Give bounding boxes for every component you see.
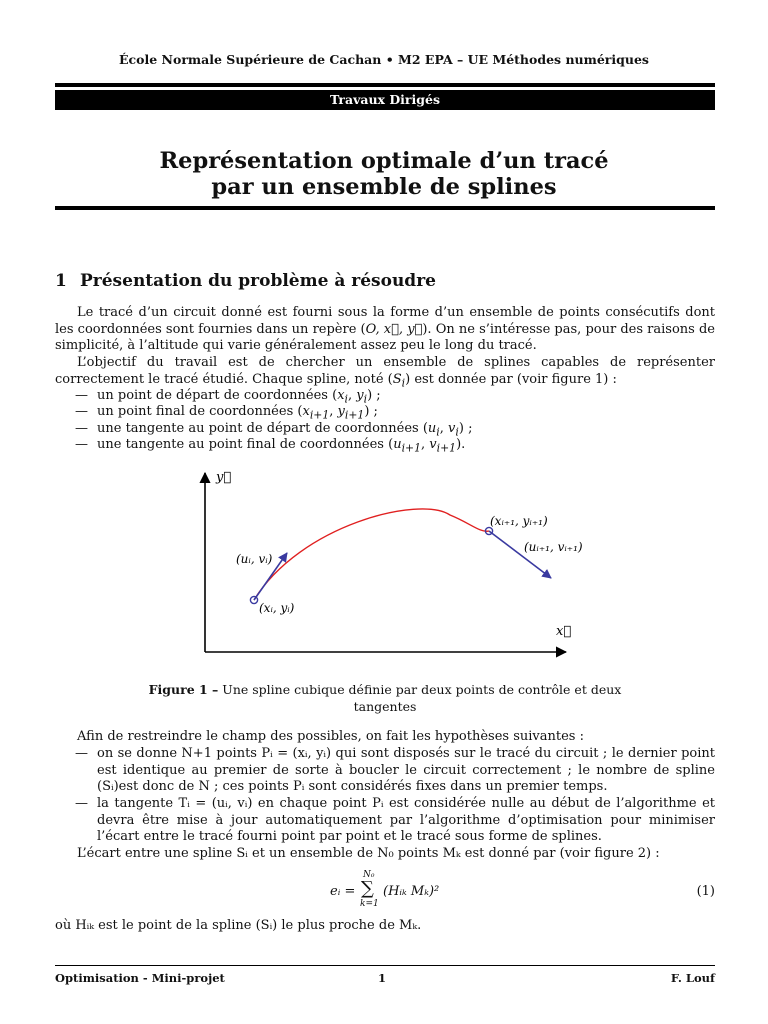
paragraph-1-text-b: ). On ne s’intéresse pas, pour des raisons de simplicité, à l’altitude qui varie généralement assez peu le long du tracé. [55,321,715,353]
list-item-text: une tangente au point de départ de coordonnées [97,421,419,436]
y-axis-label: y⃗ [216,470,232,485]
list-dash: — [75,796,88,811]
section-number: 1 [55,271,67,291]
header-rule [55,83,715,87]
label-end-tangent: (uᵢ₊₁, vᵢ₊₁) [524,540,583,554]
figure-1-spline-diagram [180,455,600,670]
page-title-line1: Représentation optimale d’un tracé [159,148,609,174]
page-number: 1 [378,971,387,985]
page-title [0,148,768,200]
hypotheses-intro: Afin de restreindre le champ des possibles, on fait les hypothèses suivantes : [77,729,584,744]
hypothesis-2-text: la tangente Tᵢ = (uᵢ, vᵢ) en chaque point Pᵢ est considérée nulle au début de l’algorithme et devra être mise à jour automatiquement par l’algorithme d’optimisation pour minimiser l’écart entre le tracé fourni point par point et le tracé sous forme de splines. [97,796,715,844]
equation-lhs: eᵢ = [330,884,356,899]
hypothesis-1-text: on se donne N+1 points Pᵢ = (xᵢ, yᵢ) qui sont disposés sur le tracé du circuit ; le dernier point est identique au premier de sorte à boucler le circuit correctement ; le nombre de spline (Sᵢ)est donc de N ; ces points Pᵢ sont considérés fixes dans un premier temps. [97,746,715,794]
equation-body: (Hᵢₖ Mₖ)² [383,884,440,899]
closest-point-text: où Hᵢₖ est le point de la spline (Sᵢ) le plus proche de Mₖ. [55,918,422,933]
caption-label: Figure 1 – [148,682,219,697]
figure-1-caption [140,681,630,715]
list-dash: — [75,388,88,403]
x-axis-label: x⃗ [556,624,572,639]
footer-rule [55,965,715,966]
label-end-point: (xᵢ₊₁, yᵢ₊₁) [490,514,548,528]
list-item-text: une tangente au point final de coordonnées [97,437,384,452]
paragraph-1-text-a: Le tracé d’un circuit donné est fourni sous la forme d’un ensemble de points consécutifs dont les coordonnées sont fournies dans un repère ( [55,305,715,337]
caption-text: Une spline cubique définie par deux points de contrôle et deux tangentes [222,682,622,714]
section-title: Présentation du problème à résoudre [80,271,436,291]
section-heading [55,271,436,291]
spline-symbol: S [392,371,402,387]
footer-author: F. Louf [670,971,715,985]
list-dash: — [75,404,88,419]
footer-course: Optimisation - Mini-projet [55,971,225,985]
equation-number: (1) [696,884,715,899]
end-tangent-arrow [489,531,551,578]
list-dash: — [75,421,88,436]
list-item [55,796,715,846]
equation-sum-top: N₀ [363,870,375,880]
frame-symbol: O, x⃗, y⃗ [365,321,423,337]
list-dash: — [75,437,88,452]
paragraph-2-text-b: ) est donnée par (voir figure 1) : [405,371,617,387]
equation-sum-bottom: k=1 [360,899,379,909]
list-item-text: un point final de coordonnées [97,404,294,419]
list-item [55,746,715,796]
equation-1 [55,872,715,912]
list-dash: — [75,746,88,761]
spline-curve [254,509,489,600]
label-start-point: (xᵢ, yᵢ) [259,601,295,615]
list-item-text: un point de départ de coordonnées [97,388,328,403]
paragraph-2-text-a: L’objectif du travail est de chercher un ensemble de splines capables de représenter correctement le tracé étudié. Chaque spline, noté ( [55,355,715,387]
paragraph-1 [55,305,715,355]
title-rule [55,206,715,210]
paragraph-2: L’objectif du travail est de chercher un ensemble de splines capables de représenter correctement le tracé étudié. Chaque spline, noté $(S_i)$ est donnée par (voir figure 1) : [55,355,715,390]
label-start-tangent: (uᵢ, vᵢ) [236,552,273,566]
page-title-line2: par un ensemble de splines [211,174,557,200]
header-institution: École Normale Supérieure de Cachan • M2 EPA – UE Méthodes numériques [119,52,649,67]
ecart-text: L’écart entre une spline Sᵢ et un ensemble de N₀ points Mₖ est donné par (voir figure 2) : [77,846,660,861]
sum-symbol: ∑ [361,878,374,899]
header-banner: Travaux Dirigés [55,90,715,110]
